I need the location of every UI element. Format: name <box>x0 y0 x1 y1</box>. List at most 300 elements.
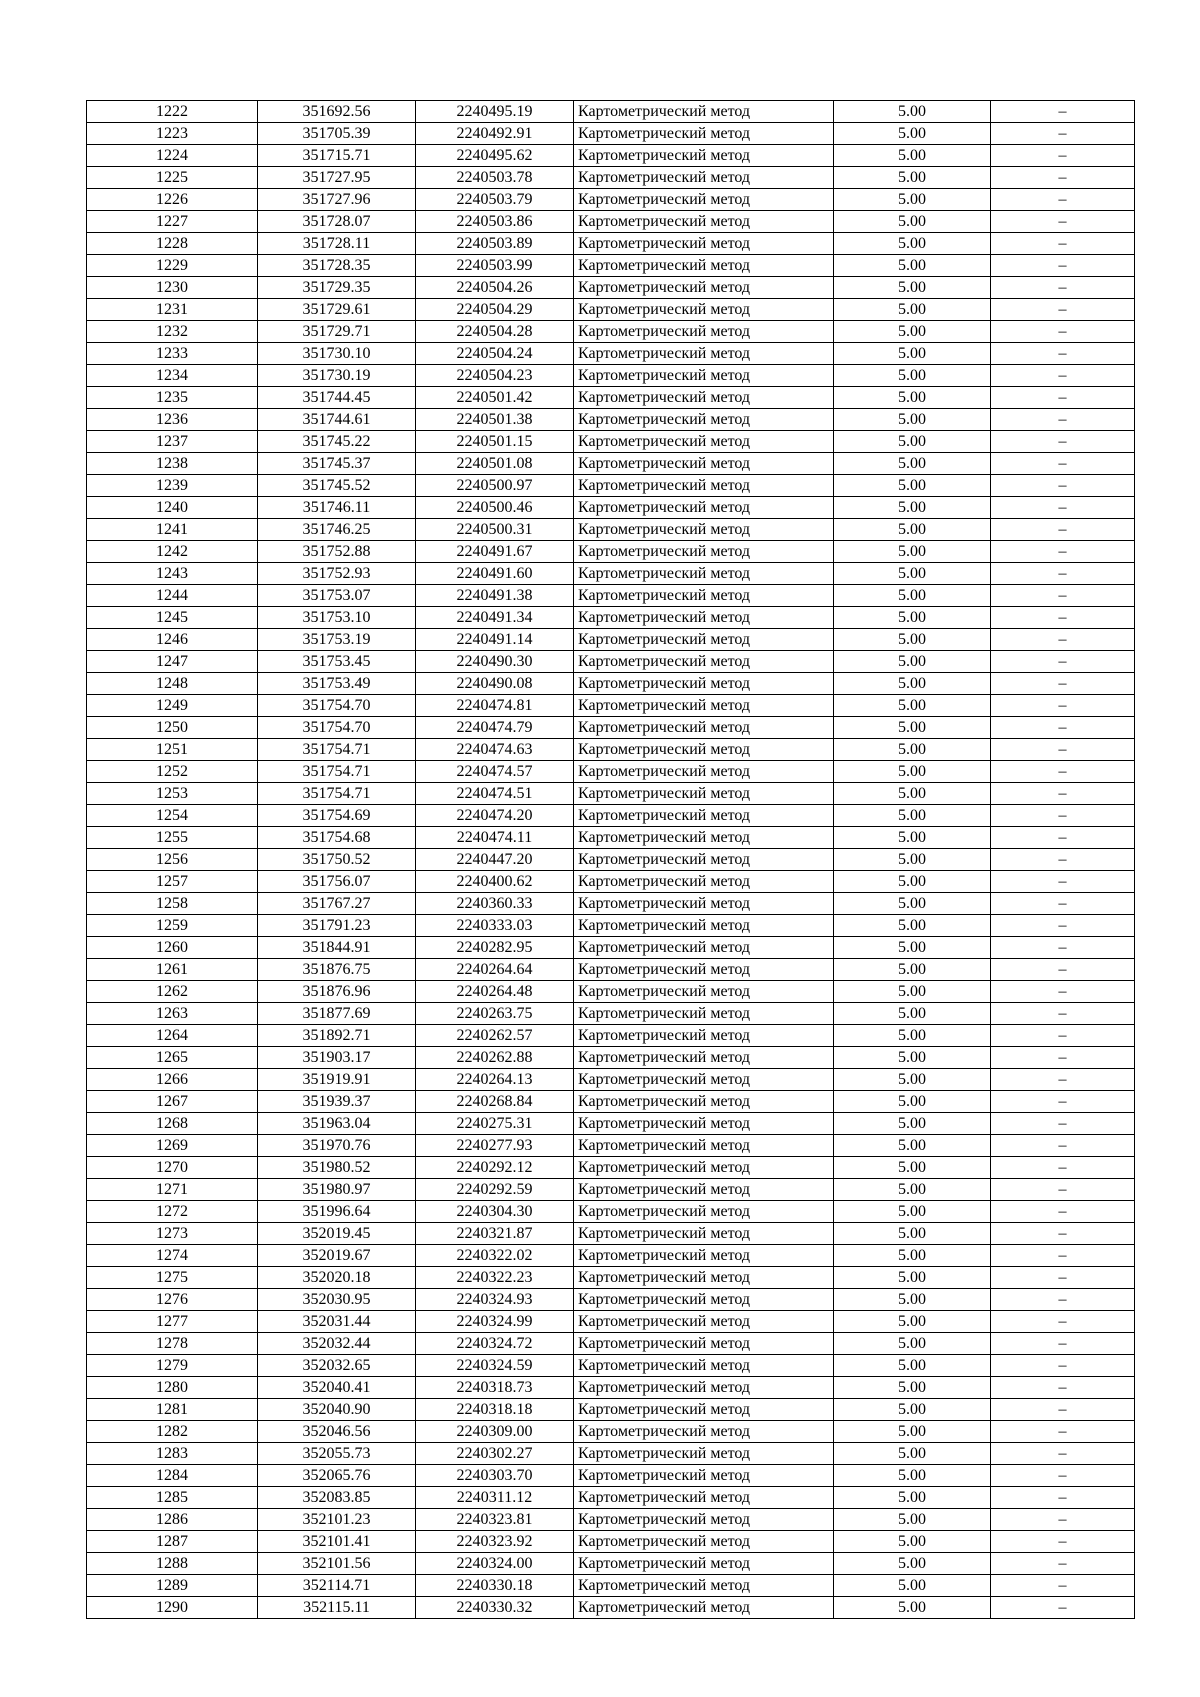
description-cell: – <box>991 1333 1135 1355</box>
method-cell: Картометрический метод <box>574 1487 834 1509</box>
accuracy-cell: 5.00 <box>834 277 991 299</box>
y-coordinate-cell: 2240500.31 <box>416 519 574 541</box>
description-cell: – <box>991 1597 1135 1619</box>
x-coordinate-cell: 352040.90 <box>258 1399 416 1421</box>
y-coordinate-cell: 2240264.64 <box>416 959 574 981</box>
method-cell: Картометрический метод <box>574 123 834 145</box>
y-coordinate-cell: 2240504.28 <box>416 321 574 343</box>
table-row <box>87 1509 1135 1531</box>
table-row <box>87 1597 1135 1619</box>
description-cell: – <box>991 189 1135 211</box>
table-row <box>87 849 1135 871</box>
y-coordinate-cell: 2240324.59 <box>416 1355 574 1377</box>
method-cell: Картометрический метод <box>574 299 834 321</box>
x-coordinate-cell: 352101.56 <box>258 1553 416 1575</box>
method-cell: Картометрический метод <box>574 1091 834 1113</box>
method-cell: Картометрический метод <box>574 211 834 233</box>
y-coordinate-cell: 2240323.81 <box>416 1509 574 1531</box>
y-coordinate-cell: 2240292.12 <box>416 1157 574 1179</box>
point-number-cell: 1271 <box>87 1179 258 1201</box>
method-cell: Картометрический метод <box>574 651 834 673</box>
x-coordinate-cell: 352040.41 <box>258 1377 416 1399</box>
description-cell: – <box>991 1465 1135 1487</box>
accuracy-cell: 5.00 <box>834 915 991 937</box>
description-cell: – <box>991 1531 1135 1553</box>
accuracy-cell: 5.00 <box>834 1597 991 1619</box>
description-cell: – <box>991 1487 1135 1509</box>
accuracy-cell: 5.00 <box>834 211 991 233</box>
method-cell: Картометрический метод <box>574 1267 834 1289</box>
description-cell: – <box>991 937 1135 959</box>
table-row <box>87 1575 1135 1597</box>
accuracy-cell: 5.00 <box>834 519 991 541</box>
y-coordinate-cell: 2240491.60 <box>416 563 574 585</box>
accuracy-cell: 5.00 <box>834 1509 991 1531</box>
method-cell: Картометрический метод <box>574 783 834 805</box>
y-coordinate-cell: 2240504.26 <box>416 277 574 299</box>
method-cell: Картометрический метод <box>574 541 834 563</box>
table-row <box>87 167 1135 189</box>
y-coordinate-cell: 2240503.79 <box>416 189 574 211</box>
method-cell: Картометрический метод <box>574 167 834 189</box>
accuracy-cell: 5.00 <box>834 123 991 145</box>
accuracy-cell: 5.00 <box>834 453 991 475</box>
accuracy-cell: 5.00 <box>834 1025 991 1047</box>
y-coordinate-cell: 2240304.30 <box>416 1201 574 1223</box>
method-cell: Картометрический метод <box>574 805 834 827</box>
description-cell: – <box>991 1157 1135 1179</box>
point-number-cell: 1283 <box>87 1443 258 1465</box>
point-number-cell: 1234 <box>87 365 258 387</box>
method-cell: Картометрический метод <box>574 1333 834 1355</box>
y-coordinate-cell: 2240490.30 <box>416 651 574 673</box>
table-row <box>87 1421 1135 1443</box>
y-coordinate-cell: 2240321.87 <box>416 1223 574 1245</box>
accuracy-cell: 5.00 <box>834 167 991 189</box>
accuracy-cell: 5.00 <box>834 299 991 321</box>
x-coordinate-cell: 351753.19 <box>258 629 416 651</box>
description-cell: – <box>991 145 1135 167</box>
x-coordinate-cell: 351745.52 <box>258 475 416 497</box>
table-row <box>87 1201 1135 1223</box>
table-row <box>87 1245 1135 1267</box>
table-row <box>87 211 1135 233</box>
accuracy-cell: 5.00 <box>834 1377 991 1399</box>
y-coordinate-cell: 2240303.70 <box>416 1465 574 1487</box>
x-coordinate-cell: 351744.45 <box>258 387 416 409</box>
x-coordinate-cell: 352032.44 <box>258 1333 416 1355</box>
table-row <box>87 1355 1135 1377</box>
description-cell: – <box>991 1311 1135 1333</box>
accuracy-cell: 5.00 <box>834 1003 991 1025</box>
table-row <box>87 519 1135 541</box>
table-row <box>87 563 1135 585</box>
description-cell: – <box>991 1575 1135 1597</box>
y-coordinate-cell: 2240495.19 <box>416 101 574 123</box>
table-row <box>87 475 1135 497</box>
point-number-cell: 1244 <box>87 585 258 607</box>
y-coordinate-cell: 2240275.31 <box>416 1113 574 1135</box>
point-number-cell: 1254 <box>87 805 258 827</box>
x-coordinate-cell: 351753.45 <box>258 651 416 673</box>
description-cell: – <box>991 365 1135 387</box>
y-coordinate-cell: 2240501.15 <box>416 431 574 453</box>
method-cell: Картометрический метод <box>574 739 834 761</box>
x-coordinate-cell: 351767.27 <box>258 893 416 915</box>
method-cell: Картометрический метод <box>574 101 834 123</box>
point-number-cell: 1267 <box>87 1091 258 1113</box>
y-coordinate-cell: 2240504.29 <box>416 299 574 321</box>
point-number-cell: 1259 <box>87 915 258 937</box>
y-coordinate-cell: 2240324.00 <box>416 1553 574 1575</box>
description-cell: – <box>991 1201 1135 1223</box>
table-row <box>87 365 1135 387</box>
table-row <box>87 1333 1135 1355</box>
point-number-cell: 1269 <box>87 1135 258 1157</box>
accuracy-cell: 5.00 <box>834 1443 991 1465</box>
description-cell: – <box>991 123 1135 145</box>
point-number-cell: 1223 <box>87 123 258 145</box>
accuracy-cell: 5.00 <box>834 343 991 365</box>
x-coordinate-cell: 351876.75 <box>258 959 416 981</box>
x-coordinate-cell: 351754.71 <box>258 739 416 761</box>
method-cell: Картометрический метод <box>574 761 834 783</box>
accuracy-cell: 5.00 <box>834 981 991 1003</box>
y-coordinate-cell: 2240474.57 <box>416 761 574 783</box>
method-cell: Картометрический метод <box>574 893 834 915</box>
description-cell: – <box>991 1179 1135 1201</box>
x-coordinate-cell: 352019.67 <box>258 1245 416 1267</box>
accuracy-cell: 5.00 <box>834 1267 991 1289</box>
point-number-cell: 1277 <box>87 1311 258 1333</box>
description-cell: – <box>991 607 1135 629</box>
x-coordinate-cell: 351750.52 <box>258 849 416 871</box>
method-cell: Картометрический метод <box>574 1553 834 1575</box>
point-number-cell: 1286 <box>87 1509 258 1531</box>
accuracy-cell: 5.00 <box>834 1465 991 1487</box>
description-cell: – <box>991 915 1135 937</box>
accuracy-cell: 5.00 <box>834 717 991 739</box>
point-number-cell: 1262 <box>87 981 258 1003</box>
accuracy-cell: 5.00 <box>834 937 991 959</box>
x-coordinate-cell: 352101.23 <box>258 1509 416 1531</box>
point-number-cell: 1236 <box>87 409 258 431</box>
description-cell: – <box>991 1443 1135 1465</box>
description-cell: – <box>991 1047 1135 1069</box>
description-cell: – <box>991 981 1135 1003</box>
y-coordinate-cell: 2240309.00 <box>416 1421 574 1443</box>
accuracy-cell: 5.00 <box>834 1487 991 1509</box>
y-coordinate-cell: 2240323.92 <box>416 1531 574 1553</box>
x-coordinate-cell: 351877.69 <box>258 1003 416 1025</box>
accuracy-cell: 5.00 <box>834 1047 991 1069</box>
accuracy-cell: 5.00 <box>834 497 991 519</box>
y-coordinate-cell: 2240322.23 <box>416 1267 574 1289</box>
method-cell: Картометрический метод <box>574 409 834 431</box>
table-row <box>87 783 1135 805</box>
y-coordinate-cell: 2240501.42 <box>416 387 574 409</box>
y-coordinate-cell: 2240501.08 <box>416 453 574 475</box>
x-coordinate-cell: 352031.44 <box>258 1311 416 1333</box>
table-row <box>87 981 1135 1003</box>
point-number-cell: 1282 <box>87 1421 258 1443</box>
point-number-cell: 1272 <box>87 1201 258 1223</box>
point-number-cell: 1263 <box>87 1003 258 1025</box>
y-coordinate-cell: 2240277.93 <box>416 1135 574 1157</box>
x-coordinate-cell: 351729.71 <box>258 321 416 343</box>
description-cell: – <box>991 1553 1135 1575</box>
point-number-cell: 1257 <box>87 871 258 893</box>
method-cell: Картометрический метод <box>574 343 834 365</box>
description-cell: – <box>991 695 1135 717</box>
table-row <box>87 629 1135 651</box>
y-coordinate-cell: 2240474.11 <box>416 827 574 849</box>
x-coordinate-cell: 351744.61 <box>258 409 416 431</box>
description-cell: – <box>991 1267 1135 1289</box>
accuracy-cell: 5.00 <box>834 695 991 717</box>
point-number-cell: 1256 <box>87 849 258 871</box>
description-cell: – <box>991 585 1135 607</box>
y-coordinate-cell: 2240490.08 <box>416 673 574 695</box>
table-row <box>87 1091 1135 1113</box>
x-coordinate-cell: 351728.07 <box>258 211 416 233</box>
table-row <box>87 409 1135 431</box>
method-cell: Картометрический метод <box>574 915 834 937</box>
table-row <box>87 717 1135 739</box>
accuracy-cell: 5.00 <box>834 1135 991 1157</box>
y-coordinate-cell: 2240491.67 <box>416 541 574 563</box>
accuracy-cell: 5.00 <box>834 1553 991 1575</box>
point-number-cell: 1278 <box>87 1333 258 1355</box>
y-coordinate-cell: 2240318.73 <box>416 1377 574 1399</box>
method-cell: Картометрический метод <box>574 607 834 629</box>
x-coordinate-cell: 352019.45 <box>258 1223 416 1245</box>
x-coordinate-cell: 352083.85 <box>258 1487 416 1509</box>
description-cell: – <box>991 1245 1135 1267</box>
method-cell: Картометрический метод <box>574 849 834 871</box>
x-coordinate-cell: 351728.11 <box>258 233 416 255</box>
accuracy-cell: 5.00 <box>834 145 991 167</box>
table-row <box>87 1003 1135 1025</box>
description-cell: – <box>991 1377 1135 1399</box>
accuracy-cell: 5.00 <box>834 893 991 915</box>
accuracy-cell: 5.00 <box>834 607 991 629</box>
method-cell: Картометрический метод <box>574 1025 834 1047</box>
table-row <box>87 871 1135 893</box>
point-number-cell: 1276 <box>87 1289 258 1311</box>
accuracy-cell: 5.00 <box>834 1157 991 1179</box>
table-row <box>87 541 1135 563</box>
accuracy-cell: 5.00 <box>834 1069 991 1091</box>
method-cell: Картометрический метод <box>574 321 834 343</box>
x-coordinate-cell: 351903.17 <box>258 1047 416 1069</box>
table-row <box>87 1157 1135 1179</box>
method-cell: Картометрический метод <box>574 629 834 651</box>
method-cell: Картометрический метод <box>574 937 834 959</box>
x-coordinate-cell: 351727.96 <box>258 189 416 211</box>
method-cell: Картометрический метод <box>574 871 834 893</box>
accuracy-cell: 5.00 <box>834 1179 991 1201</box>
method-cell: Картометрический метод <box>574 277 834 299</box>
method-cell: Картометрический метод <box>574 585 834 607</box>
x-coordinate-cell: 351727.95 <box>258 167 416 189</box>
point-number-cell: 1268 <box>87 1113 258 1135</box>
y-coordinate-cell: 2240330.18 <box>416 1575 574 1597</box>
table-row <box>87 1289 1135 1311</box>
point-number-cell: 1238 <box>87 453 258 475</box>
description-cell: – <box>991 761 1135 783</box>
table-row <box>87 277 1135 299</box>
y-coordinate-cell: 2240504.24 <box>416 343 574 365</box>
method-cell: Картометрический метод <box>574 1597 834 1619</box>
x-coordinate-cell: 351746.11 <box>258 497 416 519</box>
x-coordinate-cell: 351730.19 <box>258 365 416 387</box>
method-cell: Картометрический метод <box>574 1465 834 1487</box>
point-number-cell: 1231 <box>87 299 258 321</box>
method-cell: Картометрический метод <box>574 1069 834 1091</box>
accuracy-cell: 5.00 <box>834 761 991 783</box>
point-number-cell: 1241 <box>87 519 258 541</box>
accuracy-cell: 5.00 <box>834 321 991 343</box>
method-cell: Картометрический метод <box>574 673 834 695</box>
accuracy-cell: 5.00 <box>834 541 991 563</box>
method-cell: Картометрический метод <box>574 717 834 739</box>
y-coordinate-cell: 2240474.51 <box>416 783 574 805</box>
accuracy-cell: 5.00 <box>834 739 991 761</box>
y-coordinate-cell: 2240262.57 <box>416 1025 574 1047</box>
x-coordinate-cell: 351692.56 <box>258 101 416 123</box>
y-coordinate-cell: 2240492.91 <box>416 123 574 145</box>
x-coordinate-cell: 351876.96 <box>258 981 416 1003</box>
x-coordinate-cell: 351892.71 <box>258 1025 416 1047</box>
description-cell: – <box>991 1399 1135 1421</box>
method-cell: Картометрический метод <box>574 1113 834 1135</box>
y-coordinate-cell: 2240264.48 <box>416 981 574 1003</box>
y-coordinate-cell: 2240263.75 <box>416 1003 574 1025</box>
point-number-cell: 1226 <box>87 189 258 211</box>
description-cell: – <box>991 651 1135 673</box>
x-coordinate-cell: 351754.70 <box>258 717 416 739</box>
method-cell: Картометрический метод <box>574 981 834 1003</box>
table-row <box>87 1553 1135 1575</box>
accuracy-cell: 5.00 <box>834 233 991 255</box>
point-number-cell: 1233 <box>87 343 258 365</box>
point-number-cell: 1229 <box>87 255 258 277</box>
x-coordinate-cell: 352030.95 <box>258 1289 416 1311</box>
x-coordinate-cell: 351753.49 <box>258 673 416 695</box>
description-cell: – <box>991 277 1135 299</box>
x-coordinate-cell: 351728.35 <box>258 255 416 277</box>
y-coordinate-cell: 2240504.23 <box>416 365 574 387</box>
y-coordinate-cell: 2240292.59 <box>416 1179 574 1201</box>
method-cell: Картометрический метод <box>574 233 834 255</box>
point-number-cell: 1258 <box>87 893 258 915</box>
y-coordinate-cell: 2240311.12 <box>416 1487 574 1509</box>
table-row <box>87 893 1135 915</box>
accuracy-cell: 5.00 <box>834 805 991 827</box>
method-cell: Картометрический метод <box>574 431 834 453</box>
table-row <box>87 1113 1135 1135</box>
method-cell: Картометрический метод <box>574 1355 834 1377</box>
accuracy-cell: 5.00 <box>834 409 991 431</box>
point-number-cell: 1265 <box>87 1047 258 1069</box>
y-coordinate-cell: 2240500.97 <box>416 475 574 497</box>
x-coordinate-cell: 351752.88 <box>258 541 416 563</box>
accuracy-cell: 5.00 <box>834 365 991 387</box>
table-row <box>87 1377 1135 1399</box>
point-number-cell: 1240 <box>87 497 258 519</box>
accuracy-cell: 5.00 <box>834 1333 991 1355</box>
accuracy-cell: 5.00 <box>834 475 991 497</box>
table-row <box>87 1025 1135 1047</box>
table-row <box>87 695 1135 717</box>
x-coordinate-cell: 352114.71 <box>258 1575 416 1597</box>
description-cell: – <box>991 827 1135 849</box>
description-cell: – <box>991 431 1135 453</box>
description-cell: – <box>991 1509 1135 1531</box>
table-row <box>87 1399 1135 1421</box>
y-coordinate-cell: 2240322.02 <box>416 1245 574 1267</box>
accuracy-cell: 5.00 <box>834 431 991 453</box>
y-coordinate-cell: 2240324.72 <box>416 1333 574 1355</box>
x-coordinate-cell: 352032.65 <box>258 1355 416 1377</box>
point-number-cell: 1273 <box>87 1223 258 1245</box>
method-cell: Картометрический метод <box>574 255 834 277</box>
accuracy-cell: 5.00 <box>834 959 991 981</box>
point-number-cell: 1235 <box>87 387 258 409</box>
point-number-cell: 1242 <box>87 541 258 563</box>
y-coordinate-cell: 2240474.79 <box>416 717 574 739</box>
x-coordinate-cell: 351980.97 <box>258 1179 416 1201</box>
accuracy-cell: 5.00 <box>834 629 991 651</box>
point-number-cell: 1275 <box>87 1267 258 1289</box>
point-number-cell: 1280 <box>87 1377 258 1399</box>
y-coordinate-cell: 2240268.84 <box>416 1091 574 1113</box>
accuracy-cell: 5.00 <box>834 1091 991 1113</box>
table-row <box>87 321 1135 343</box>
x-coordinate-cell: 351791.23 <box>258 915 416 937</box>
x-coordinate-cell: 351729.61 <box>258 299 416 321</box>
method-cell: Картометрический метод <box>574 475 834 497</box>
table-row <box>87 233 1135 255</box>
table-row <box>87 123 1135 145</box>
table-row <box>87 585 1135 607</box>
table-row <box>87 1311 1135 1333</box>
accuracy-cell: 5.00 <box>834 871 991 893</box>
accuracy-cell: 5.00 <box>834 827 991 849</box>
x-coordinate-cell: 351754.69 <box>258 805 416 827</box>
point-number-cell: 1224 <box>87 145 258 167</box>
accuracy-cell: 5.00 <box>834 1421 991 1443</box>
description-cell: – <box>991 1025 1135 1047</box>
method-cell: Картометрический метод <box>574 1135 834 1157</box>
x-coordinate-cell: 352020.18 <box>258 1267 416 1289</box>
table-row <box>87 1135 1135 1157</box>
description-cell: – <box>991 321 1135 343</box>
description-cell: – <box>991 1069 1135 1091</box>
x-coordinate-cell: 352115.11 <box>258 1597 416 1619</box>
x-coordinate-cell: 351754.70 <box>258 695 416 717</box>
x-coordinate-cell: 351996.64 <box>258 1201 416 1223</box>
table-row <box>87 189 1135 211</box>
point-number-cell: 1246 <box>87 629 258 651</box>
y-coordinate-cell: 2240360.33 <box>416 893 574 915</box>
point-number-cell: 1270 <box>87 1157 258 1179</box>
point-number-cell: 1266 <box>87 1069 258 1091</box>
x-coordinate-cell: 351753.10 <box>258 607 416 629</box>
description-cell: – <box>991 563 1135 585</box>
table-row <box>87 673 1135 695</box>
